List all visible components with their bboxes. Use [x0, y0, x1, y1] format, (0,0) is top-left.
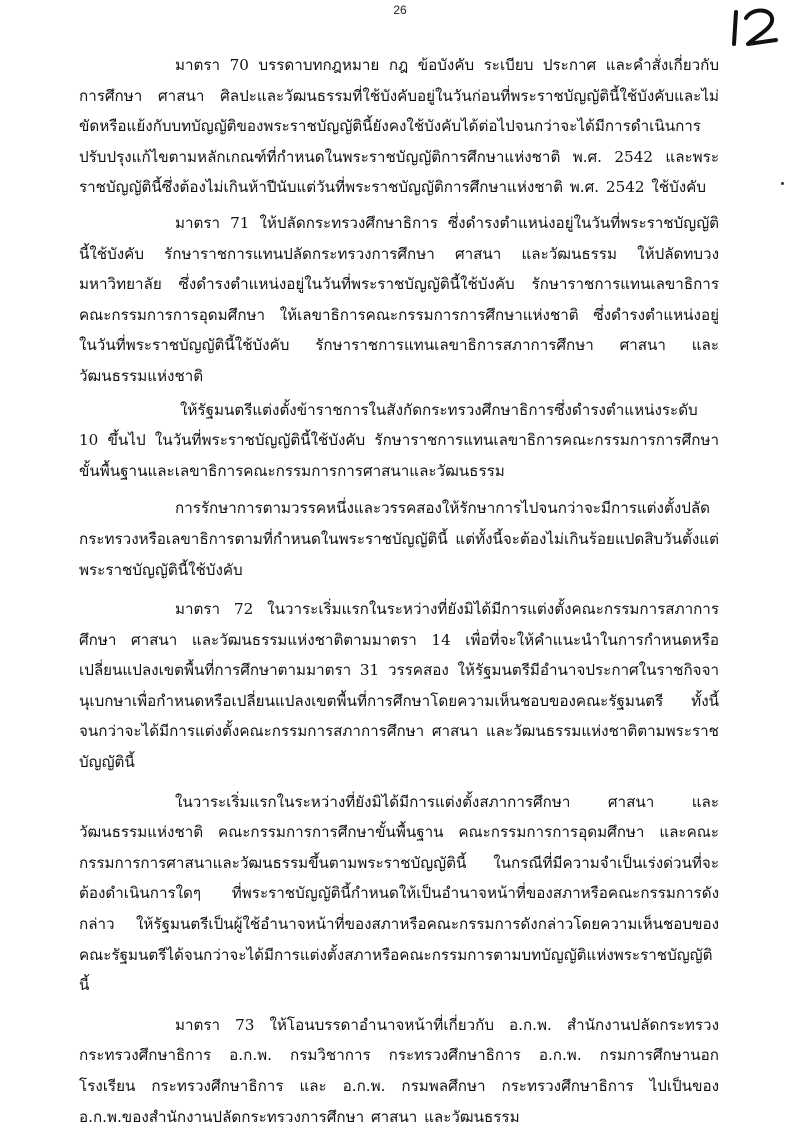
section-71-paragraph: มาตรา 71 ให้ปลัดกระทรวงศึกษาธิการ ซึ่งดำรงตำแหน่งอยู่ในวันที่พระราชบัญญัตินี้ใช้บังคับ รักษาราชการแทนปลัดกระทรวงการศึกษา ศาสนา และวัฒนธรรม ให้ปลัดทบวงมหาวิทยาลัย ซึ่งดำรงตำแหน่งอยู่ในวันที่พระราชบัญญัตินี้ใช้บังคับ รักษาราชการแทนเลขาธิการคณะกรรมการการอุดมศึกษา ให้เลขาธิการคณะกรรมการการศึกษาแห่งชาติ ซึ่งดำรงตำแหน่งอยู่ในวันที่พระราชบัญญัตินี้ใช้บังคับ รักษาราชการแทนเลขาธิการสภาการศึกษา ศาสนา และวัฒนธรรมแห่งชาติ	[79, 213, 719, 385]
margin-dot	[781, 182, 784, 185]
section-71-clause-2: ให้รัฐมนตรีแต่งตั้งข้าราชการในสังกัดกระทรวงศึกษาธิการซึ่งดำรงตำแหน่งระดับ 10 ขึ้นไป ในวันที่พระราชบัญญัตินี้ใช้บังคับ รักษาราชการแทนเลขาธิการคณะกรรมการการศึกษาขั้นพื้นฐานและเลขาธิการคณะกรรมการการศาสนาและวัฒนธรรม	[79, 400, 719, 480]
section-72-clause-2: ในวาระเริ่มแรกในระหว่างที่ยังมิได้มีการแต่งตั้งสภาการศึกษา ศาสนา และวัฒนธรรมแห่งชาติ คณะกรรมการการศึกษาขั้นพื้นฐาน คณะกรรมการการอุดมศึกษา และคณะกรรมการการศาสนาและวัฒนธรรมขึ้นตามพระราชบัญญัตินี้ ในกรณีที่มีความจำเป็นเร่งด่วนที่จะต้องดำเนินการใดๆ ที่พระราชบัญญัตินี้กำหนดให้เป็นอำนาจหน้าที่ของสภาหรือคณะกรรมการดังกล่าว ให้รัฐมนตรีเป็นผู้ใช้อำนาจหน้าที่ของสภาหรือคณะกรรมการดังกล่าวโดยความเห็นชอบของคณะรัฐมนตรีได้จนกว่าจะได้มีการแต่งตั้งสภาหรือคณะกรรมการตามบทบัญญัติแห่งพระราชบัญญัตินี้	[79, 792, 719, 995]
page-number: 26	[393, 3, 407, 17]
section-72-paragraph: มาตรา 72 ในวาระเริ่มแรกในระหว่างที่ยังมิได้มีการแต่งตั้งคณะกรรมการสภาการศึกษา ศาสนา และวัฒนธรรมแห่งชาติตามมาตรา 14 เพื่อที่จะให้คำแนะนำในการกำหนดหรือเปลี่ยนแปลงเขตพื้นที่การศึกษาตามมาตรา 31 วรรคสอง ให้รัฐมนตรีมีอำนาจประกาศในราชกิจจานุเบกษาเพื่อกำหนดหรือเปลี่ยนแปลงเขตพื้นที่การศึกษาโดยความเห็นชอบของคณะรัฐมนตรี ทั้งนี้ จนกว่าจะได้มีการแต่งตั้งคณะกรรมการสภาการศึกษา ศาสนา และวัฒนธรรมแห่งชาติตามพระราชบัญญัตินี้	[79, 600, 719, 772]
section-70-paragraph: มาตรา 70 บรรดาบทกฎหมาย กฎ ข้อบังคับ ระเบียบ ประกาศ และคำสั่งเกี่ยวกับการศึกษา ศาสนา ศิลปะและวัฒนธรรมที่ใช้บังคับอยู่ในวันก่อนที่พระราชบัญญัตินี้ใช้บังคับและไม่ขัดหรือแย้งกับบทบัญญัติของพระราชบัญญัตินี้ยังคงใช้บังคับได้ต่อไปจนกว่าจะได้มีการดำเนินการปรับปรุงแก้ไขตามหลักเกณฑ์ที่กำหนดในพระราชบัญญัติการศึกษาแห่งชาติ พ.ศ. 2542 และพระราชบัญญัตินี้ซึ่งต้องไม่เกินห้าปีนับแต่วันที่พระราชบัญญัติการศึกษาแห่งชาติ พ.ศ. 2542 ใช้บังคับ	[79, 56, 719, 197]
document-body	[79, 50, 719, 1141]
handwritten-page-mark	[726, 4, 786, 50]
section-71-clause-3: การรักษาการตามวรรคหนึ่งและวรรคสองให้รักษาการไปจนกว่าจะมีการแต่งตั้งปลัดกระทรวงหรือเลขาธิการตามที่กำหนดในพระราชบัญญัตินี้ แต่ทั้งนี้จะต้องไม่เกินร้อยแปดสิบวันตั้งแต่พระราชบัญญัตินี้ใช้บังคับ	[79, 499, 719, 579]
section-73-paragraph: มาตรา 73 ให้โอนบรรดาอำนาจหน้าที่เกี่ยวกับ อ.ก.พ. สำนักงานปลัดกระทรวง กระทรวงศึกษาธิการ อ.ก.พ. กรมวิชาการ กระทรวงศึกษาธิการ อ.ก.พ. กรมการศึกษานอกโรงเรียน กระทรวงศึกษาธิการ และ อ.ก.พ. กรมพลศึกษา กระทรวงศึกษาธิการ ไปเป็นของ อ.ก.พ.ของสำนักงานปลัดกระทรวงการศึกษา ศาสนา และวัฒนธรรม	[79, 1015, 719, 1126]
